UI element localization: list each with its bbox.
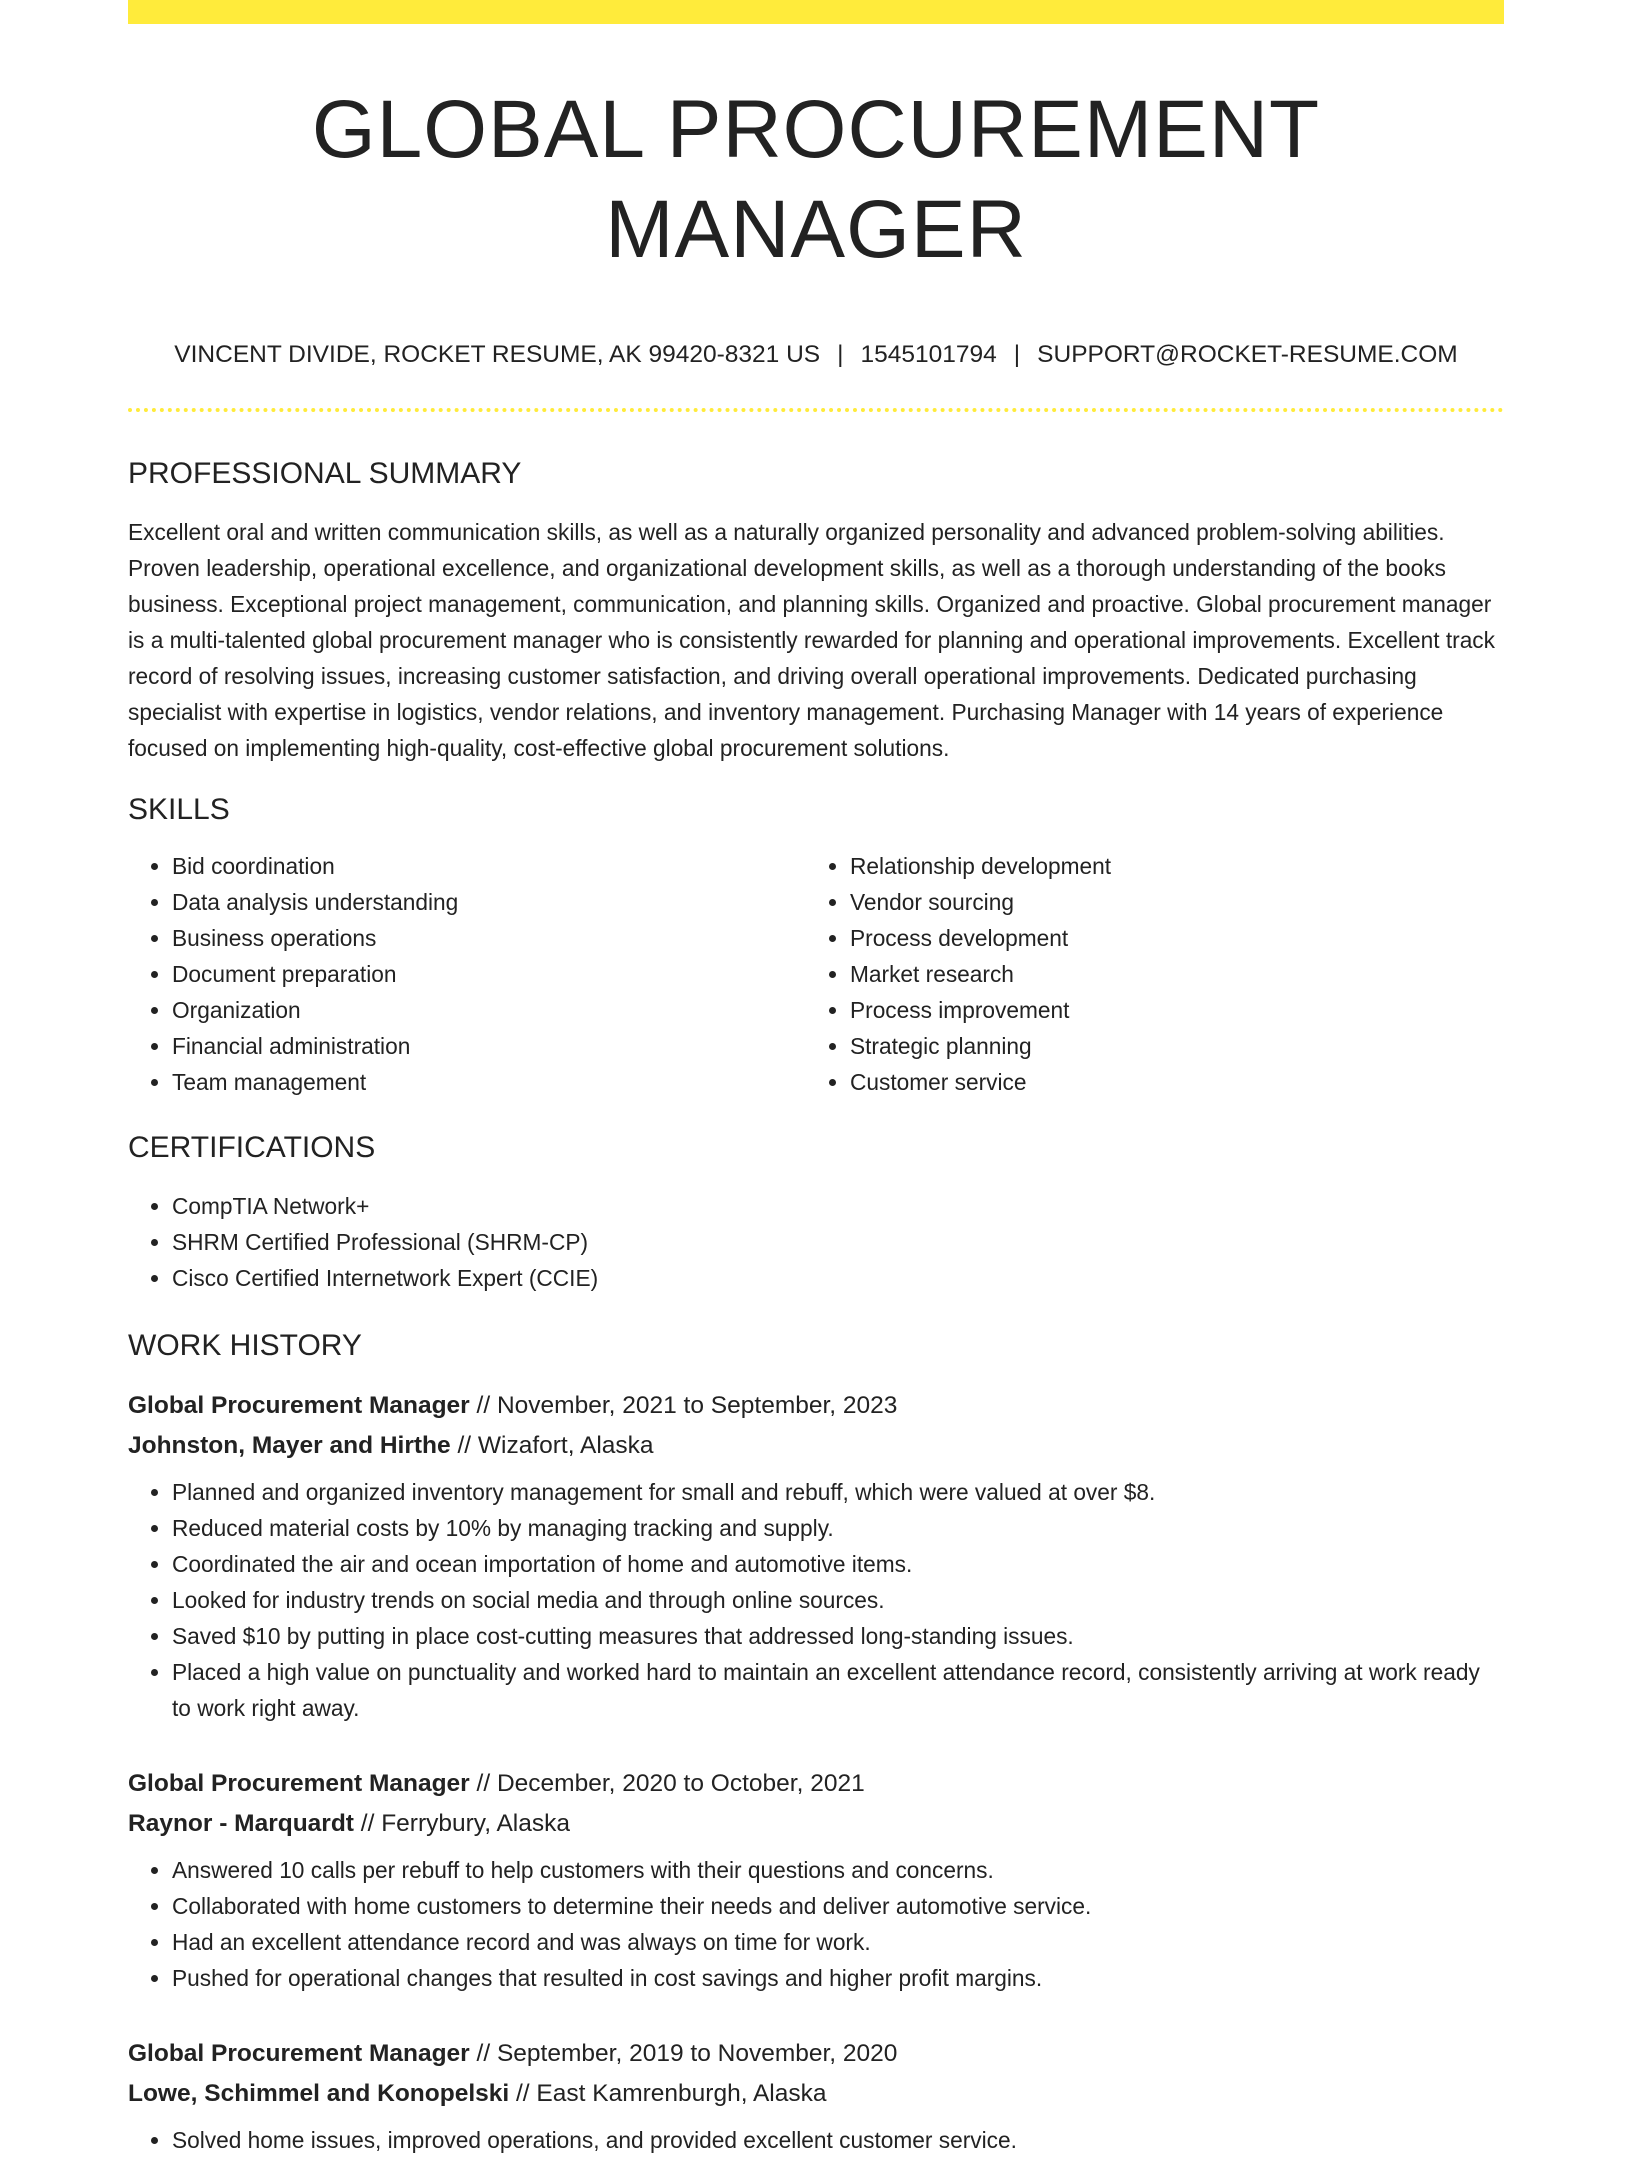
job-company-line (128, 2074, 1504, 2114)
job-company: Raynor - Marquardt (128, 1810, 354, 1837)
skill-item: • Team management (172, 1064, 806, 1100)
skills-heading: SKILLS (128, 793, 230, 826)
skill-item: • Data analysis understanding (172, 884, 806, 920)
job-bullet: • Placed a high value on punctuality and worked hard to maintain an excellent attendance record, consistently arriving at work ready to work right away. (172, 1654, 1504, 1726)
skills-section (128, 792, 1504, 1100)
job-bullet: • Answered 10 calls per rebuff to help customers with their questions and concerns. (172, 1852, 1504, 1888)
skill-item: • Customer service (850, 1064, 1484, 1100)
job-bullets (128, 2122, 1504, 2158)
summary-section (128, 456, 1504, 766)
skills-list-left (128, 848, 806, 1100)
job-bullet: • Coordinated the air and ocean importation of home and automotive items. (172, 1546, 1504, 1582)
skill-item: • Business operations (172, 920, 806, 956)
job-title: Global Procurement Manager (128, 1392, 470, 1419)
certifications-section (128, 1130, 1504, 1296)
skills-column-right (806, 848, 1484, 1100)
job-dates: // September, 2019 to November, 2020 (476, 2040, 898, 2067)
contact-email: SUPPORT@ROCKET-RESUME.COM (1037, 341, 1458, 368)
dotted-divider (128, 408, 1504, 412)
skill-item: • Organization (172, 992, 806, 1028)
job-entry (128, 1386, 1504, 1726)
skill-item: • Process improvement (850, 992, 1484, 1028)
job-bullet: • Looked for industry trends on social media and through online sources. (172, 1582, 1504, 1618)
job-bullet: • Saved $10 by putting in place cost-cutting measures that addressed long-standing issues. (172, 1618, 1504, 1654)
job-dates: // December, 2020 to October, 2021 (476, 1770, 865, 1797)
job-entry (128, 2034, 1504, 2158)
accent-top-bar (128, 0, 1504, 24)
job-title-line (128, 1386, 1504, 1426)
certification-item: • SHRM Certified Professional (SHRM-CP) (172, 1224, 1504, 1260)
job-bullet: • Planned and organized inventory management for small and rebuff, which were valued at over $8. (172, 1474, 1504, 1510)
job-location: // East Kamrenburgh, Alaska (516, 2080, 827, 2107)
contact-separator: | (837, 341, 844, 368)
summary-heading: PROFESSIONAL SUMMARY (128, 457, 522, 490)
job-title-line (128, 2034, 1504, 2074)
skills-list-right (806, 848, 1484, 1100)
skills-columns (128, 848, 1504, 1100)
certification-item: • CompTIA Network+ (172, 1188, 1504, 1224)
skill-item: • Vendor sourcing (850, 884, 1484, 920)
job-title: Global Procurement Manager (128, 2040, 470, 2067)
job-bullet: • Reduced material costs by 10% by managing tracking and supply. (172, 1510, 1504, 1546)
certification-item: • Cisco Certified Internetwork Expert (CCIE) (172, 1260, 1504, 1296)
contact-address: VINCENT DIVIDE, ROCKET RESUME, AK 99420-8321 US (174, 341, 821, 368)
skill-item: • Bid coordination (172, 848, 806, 884)
skills-column-left (128, 848, 806, 1100)
job-bullet: • Collaborated with home customers to determine their needs and deliver automotive service. (172, 1888, 1504, 1924)
job-company: Johnston, Mayer and Hirthe (128, 1432, 451, 1459)
skill-item: • Process development (850, 920, 1484, 956)
skill-item: • Relationship development (850, 848, 1484, 884)
contact-phone: 1545101794 (860, 341, 997, 368)
work-history-section (128, 1328, 1504, 2158)
job-bullets (128, 1852, 1504, 1996)
summary-text: Excellent oral and written communication skills, as well as a naturally organized personality and advanced problem-solving abilities. Proven leadership, operational excellence, and organizational development skills, as well as a thorough understanding of the books business. Exceptional project management, communication, and planning skills. Organized and proactive. Global procurement manager is a multi-talented global procurement manager who is consistently rewarded for planning and operational improvements. Excellent track record of resolving issues, increasing customer satisfaction, and driving overall operational improvements. Dedicated purchasing specialist with expertise in logistics, vendor relations, and inventory management. Purchasing Manager with 14 years of experience focused on implementing high-quality, cost-effective global procurement solutions. (128, 519, 1495, 761)
certifications-list (128, 1188, 1504, 1296)
job-bullet: • Solved home issues, improved operations, and provided excellent customer service. (172, 2122, 1504, 2158)
contact-line (128, 340, 1504, 370)
skill-item: • Financial administration (172, 1028, 806, 1064)
job-company: Lowe, Schimmel and Konopelski (128, 2080, 510, 2107)
job-location: // Ferrybury, Alaska (360, 1810, 571, 1837)
job-company-line (128, 1426, 1504, 1466)
resume-content (128, 80, 1504, 2158)
job-bullet: • Had an excellent attendance record and was always on time for work. (172, 1924, 1504, 1960)
job-title-line (128, 1764, 1504, 1804)
skill-item: • Market research (850, 956, 1484, 992)
job-entry (128, 1764, 1504, 1996)
contact-separator: | (1013, 341, 1021, 368)
page-title: GLOBAL PROCUREMENT MANAGER (311, 84, 1321, 275)
skill-item: • Document preparation (172, 956, 806, 992)
work-history-heading: WORK HISTORY (128, 1329, 362, 1362)
job-title: Global Procurement Manager (128, 1770, 470, 1797)
certifications-heading: CERTIFICATIONS (128, 1131, 376, 1164)
job-bullets (128, 1474, 1504, 1726)
skill-item: • Strategic planning (850, 1028, 1484, 1064)
job-company-line (128, 1804, 1504, 1844)
job-dates: // November, 2021 to September, 2023 (476, 1392, 898, 1419)
job-bullet: • Pushed for operational changes that resulted in cost savings and higher profit margins. (172, 1960, 1504, 1996)
job-location: // Wizafort, Alaska (457, 1432, 654, 1459)
